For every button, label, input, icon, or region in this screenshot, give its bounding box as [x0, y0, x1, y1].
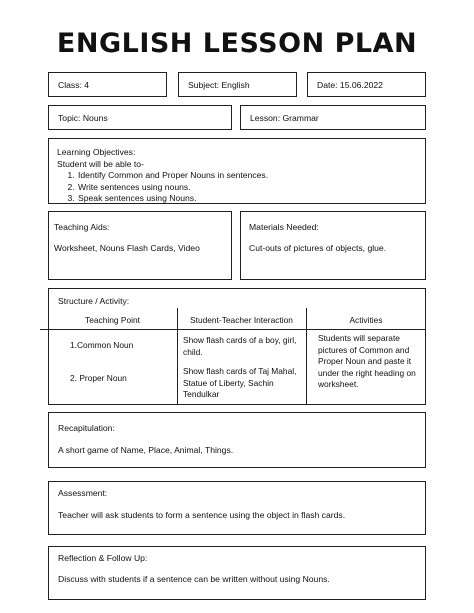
column-header-teaching-point: Teaching Point	[85, 315, 140, 325]
reflection-text: Discuss with students if a sentence can be written without using Nouns.	[58, 574, 330, 584]
date-box	[307, 72, 426, 97]
class-label: Class: 4	[58, 79, 90, 90]
objectives-heading: Learning Objectives:	[57, 147, 136, 157]
objective-item: 1. Identify Common and Proper Nouns in sentences.	[77, 170, 425, 182]
teaching-aids-heading: Teaching Aids:	[54, 222, 110, 232]
column-header-interaction: Student-Teacher Interaction	[190, 315, 293, 325]
structure-heading: Structure / Activity:	[58, 296, 130, 306]
lesson-box	[240, 105, 426, 130]
interaction-text: Show flash cards of Taj Mahal, Statue of Liberty, Sachin Tendulkar	[183, 366, 297, 399]
objective-item: 3. Speak sentences using Nouns.	[77, 193, 425, 205]
materials-heading: Materials Needed:	[249, 222, 319, 232]
teaching-point-label: Proper Noun	[79, 373, 127, 383]
table-header-rule	[40, 329, 426, 330]
reflection-heading: Reflection & Follow Up:	[58, 553, 148, 563]
objectives-box	[48, 138, 426, 204]
date-label: Date: 15.06.2022	[317, 79, 383, 90]
subject-box	[178, 72, 297, 97]
teaching-aids-box	[48, 211, 232, 280]
teaching-aids-text: Worksheet, Nouns Flash Cards, Video	[54, 243, 200, 253]
subject-label: Subject: English	[188, 79, 250, 90]
objective-item: 2. Write sentences using nouns.	[77, 182, 425, 194]
assessment-heading: Assessment:	[58, 488, 108, 498]
column-header-activities: Activities	[349, 315, 383, 325]
teaching-point-label: Common Noun	[77, 340, 134, 350]
reflection-box	[48, 546, 426, 600]
materials-box	[240, 211, 426, 280]
assessment-box	[48, 481, 426, 535]
activities-text: Students will separate pictures of Common and Proper Noun and paste it under the right heading on worksheet.	[318, 333, 416, 389]
teaching-point-item: 2. Proper Noun	[70, 373, 127, 383]
lesson-label: Lesson: Grammar	[250, 112, 319, 123]
teaching-point-item: 1.Common Noun	[70, 340, 134, 350]
objectives-intro: Student will be able to-	[57, 158, 144, 169]
topic-box	[48, 105, 232, 130]
recap-heading: Recapitulation:	[58, 423, 115, 433]
recap-text: A short game of Name, Place, Animal, Things.	[58, 445, 234, 455]
topic-label: Topic: Nouns	[58, 112, 108, 123]
interaction-text: Show flash cards of a boy, girl, child.	[183, 335, 297, 357]
recap-box	[48, 412, 426, 468]
assessment-text: Teacher will ask students to form a sentence using the object in flash cards.	[58, 510, 346, 520]
objectives-list	[57, 170, 425, 205]
page-title: ENGLISH LESSON PLAN	[56, 28, 418, 59]
class-box	[48, 72, 167, 97]
materials-text: Cut-outs of pictures of objects, glue.	[249, 243, 387, 253]
